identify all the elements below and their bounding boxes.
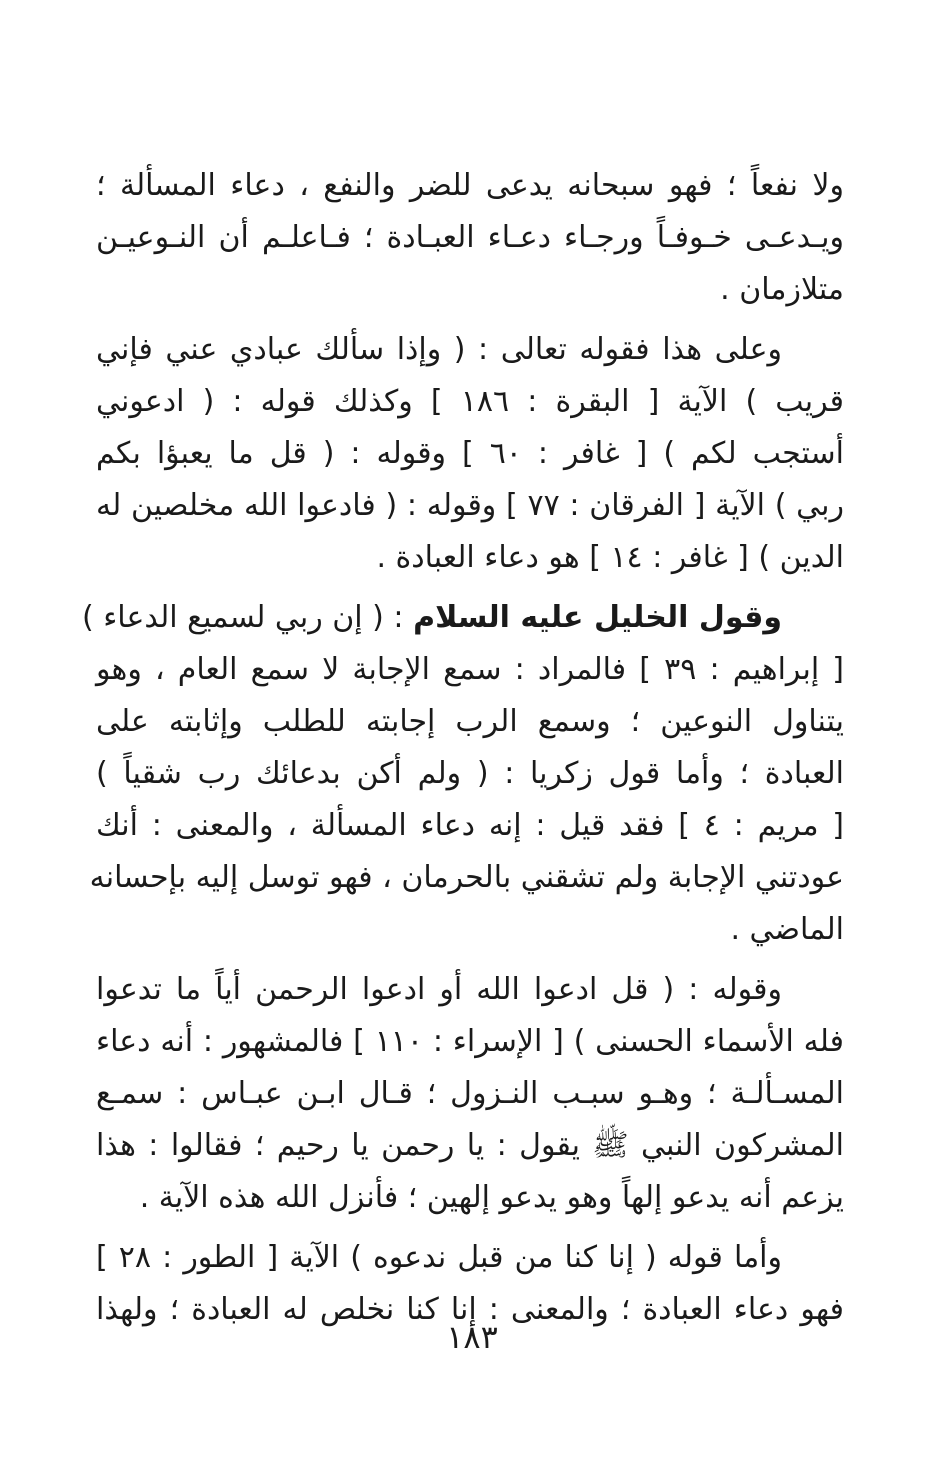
text-line: وقوله : ( قل ادعوا الله أو ادعوا الرحمن أياً ما تدعوا bbox=[96, 972, 782, 1007]
page-body bbox=[81, 160, 845, 1344]
text-line: يزعم أنه يدعو إلهاً وهو يدعو إلهين ؛ فأنزل الله هذه الآية . bbox=[139, 1180, 844, 1215]
text-line: وأما قوله ( إنا كنا من قبل ندعوه ) الآية [ الطور : ٢٨ ] bbox=[96, 1240, 782, 1275]
text-line: ويـدعـى خـوفـاً ورجـاء دعـاء العبـادة ؛ فـاعلـم أن النـوعيـن bbox=[96, 220, 844, 255]
text-line: المسـألـة ؛ وهـو سبـب النـزول ؛ قـال ابـن عبـاس : سمـع bbox=[96, 1076, 844, 1111]
text-line: ربي ) الآية [ الفرقان : ٧٧ ] وقوله : ( فادعوا الله مخلصين له bbox=[96, 488, 845, 523]
page-number: ١٨٣ bbox=[446, 1318, 498, 1356]
text-line: العبادة ؛ وأما قول زكريا : ( ولم أكن بدعائك رب شقياً ) bbox=[96, 756, 844, 791]
paragraph-3 bbox=[81, 592, 845, 956]
text-line-with-lead bbox=[81, 592, 844, 644]
text-line: أستجب لكم ) [ غافر : ٦٠ ] وقوله : ( قل ما يعبؤا بكم bbox=[96, 436, 844, 471]
text-line: : ( إن ربي لسميع الدعاء ) bbox=[81, 600, 414, 635]
text-line: يتناول النوعين ؛ وسمع الرب إجابته للطلب وإثابته على bbox=[96, 704, 844, 739]
text-line: الماضي . bbox=[730, 912, 844, 947]
text-line: وعلى هذا فقوله تعالى : ( وإذا سألك عبادي عني فإني bbox=[96, 332, 782, 367]
text-line: ولا نفعاً ؛ فهو سبحانه يدعى للضر والنفع ، دعاء المسألة ؛ bbox=[96, 168, 844, 203]
paragraph-4 bbox=[96, 964, 844, 1224]
text-line: الدين ) [ غافر : ١٤ ] هو دعاء العبادة . bbox=[376, 540, 844, 575]
paragraph-2 bbox=[96, 324, 844, 584]
text-line: [ مريم : ٤ ] فقد قيل : إنه دعاء المسألة ، والمعنى : أنك bbox=[96, 808, 845, 843]
paragraph-1 bbox=[96, 160, 844, 316]
text-line: فله الأسماء الحسنى ) [ الإسراء : ١١٠ ] فالمشهور : أنه دعاء bbox=[96, 1024, 844, 1059]
text-line: متلازمان . bbox=[720, 272, 844, 307]
text-line: [ إبراهيم : ٣٩ ] فالمراد : سمع الإجابة لا سمع العام ، وهو bbox=[96, 652, 844, 687]
text-line: قريب ) الآية [ البقرة : ١٨٦ ] وكذلك قوله : ( ادعوني bbox=[96, 384, 844, 419]
text-line: فهو دعاء العبادة ؛ والمعنى : إنا كنا نخلص له العبادة ؛ ولهذا bbox=[96, 1292, 844, 1327]
text-line: المشركون النبي ﷺ يقول : يا رحمن يا رحيم ؛ فقالوا : هذا bbox=[96, 1128, 844, 1163]
bold-lead-text: وقول الخليل عليه السلام bbox=[413, 600, 782, 635]
text-line: عودتني الإجابة ولم تشقني بالحرمان ، فهو توسل إليه بإحسانه bbox=[89, 860, 844, 895]
